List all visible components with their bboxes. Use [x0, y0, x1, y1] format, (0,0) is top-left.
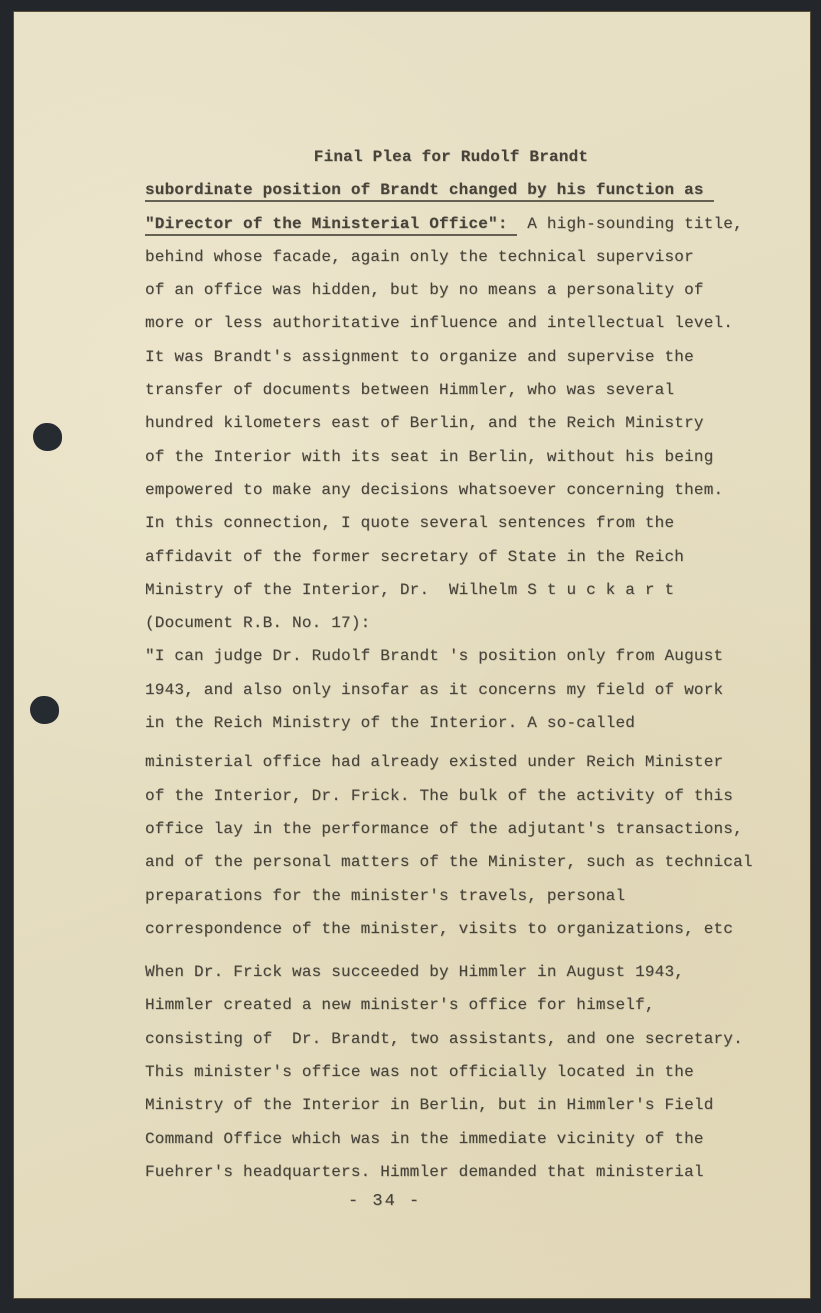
text-line	[145, 374, 757, 407]
hole-punch-top	[33, 423, 62, 451]
underlined-text: subordinate position of Brandt changed by his function as	[145, 181, 714, 202]
body-text: of the Interior with its seat in Berlin, without his being	[145, 447, 714, 466]
page-number: - 34 -	[348, 1192, 422, 1211]
body-text: consisting of Dr. Brandt, two assistants, and one secretary.	[145, 1029, 743, 1048]
body-text: Final Plea for Rudolf Brandt	[313, 148, 589, 166]
body-text: in the Reich Ministry of the Interior. A so-called	[145, 714, 636, 733]
text-line	[145, 913, 757, 946]
body-text: It was Brandt's assignment to organize and supervise the	[145, 347, 694, 366]
text-line	[145, 989, 757, 1022]
text-line	[145, 674, 757, 707]
text-line	[145, 707, 757, 740]
body-text: hundred kilometers east of Berlin, and the Reich Ministry	[145, 414, 704, 433]
text-line	[145, 1089, 757, 1122]
text-line	[145, 507, 757, 540]
body-text: 1943, and also only insofar as it concerns my field of work	[145, 680, 724, 699]
text-line	[145, 274, 757, 307]
text-line	[145, 640, 757, 673]
text-line	[145, 1056, 757, 1089]
text-line	[145, 746, 757, 779]
text-line	[145, 1123, 757, 1156]
body-text: In this connection, I quote several sentences from the	[145, 514, 675, 533]
body-text: A high-sounding title,	[517, 214, 743, 233]
text-line	[145, 474, 757, 507]
body-text: more or less authoritative influence and intellectual level.	[145, 314, 734, 333]
text-line	[145, 208, 757, 241]
text-line	[145, 607, 757, 640]
body-text: When Dr. Frick was succeeded by Himmler in August 1943,	[145, 963, 685, 982]
text-line	[145, 174, 757, 207]
body-text: ministerial office had already existed under Reich Minister	[145, 753, 724, 772]
body-text: correspondence of the minister, visits to organizations, etc	[145, 919, 734, 938]
text-line	[145, 541, 757, 574]
body-text: (Document R.B. No. 17):	[145, 614, 371, 633]
body-text: Ministry of the Interior in Berlin, but in Himmler's Field	[145, 1096, 714, 1115]
text-line	[145, 341, 757, 374]
text-line	[145, 441, 757, 474]
body-text: office lay in the performance of the adjutant's transactions,	[145, 819, 743, 838]
body-text: affidavit of the former secretary of State in the Reich	[145, 547, 685, 566]
text-block	[145, 141, 757, 1189]
body-text: empowered to make any decisions whatsoever concerning them.	[145, 480, 724, 499]
text-line	[145, 1023, 757, 1056]
body-text: This minister's office was not officially located in the	[145, 1063, 694, 1082]
text-line	[145, 880, 757, 913]
body-text: Himmler created a new minister's office for himself,	[145, 996, 655, 1015]
text-line	[145, 141, 757, 174]
body-text: Command Office which was in the immediate vicinity of the	[145, 1129, 704, 1148]
underlined-text: "Director of the Ministerial Office":	[145, 215, 517, 236]
body-text: preparations for the minister's travels, personal	[145, 886, 626, 905]
body-text: "I can judge Dr. Rudolf Brandt 's position only from August	[145, 647, 724, 666]
text-line	[145, 1156, 757, 1189]
hole-punch-bottom	[30, 696, 59, 724]
text-line	[145, 241, 757, 274]
body-text: of the Interior, Dr. Frick. The bulk of the activity of this	[145, 786, 734, 805]
body-text: and of the personal matters of the Minister, such as technical	[145, 853, 753, 872]
body-text: Ministry of the Interior, Dr. Wilhelm S t u c k a r t	[145, 580, 675, 599]
text-line	[145, 780, 757, 813]
text-line	[145, 407, 757, 440]
body-text: behind whose facade, again only the technical supervisor	[145, 247, 694, 266]
text-line	[145, 813, 757, 846]
body-text: of an office was hidden, but by no means a personality of	[145, 281, 704, 300]
document-page	[14, 12, 810, 1298]
text-line	[145, 846, 757, 879]
body-text: transfer of documents between Himmler, who was several	[145, 381, 675, 400]
text-line	[145, 574, 757, 607]
body-text: Fuehrer's headquarters. Himmler demanded that ministerial	[145, 1162, 704, 1181]
text-line	[145, 307, 757, 340]
text-line	[145, 956, 757, 989]
